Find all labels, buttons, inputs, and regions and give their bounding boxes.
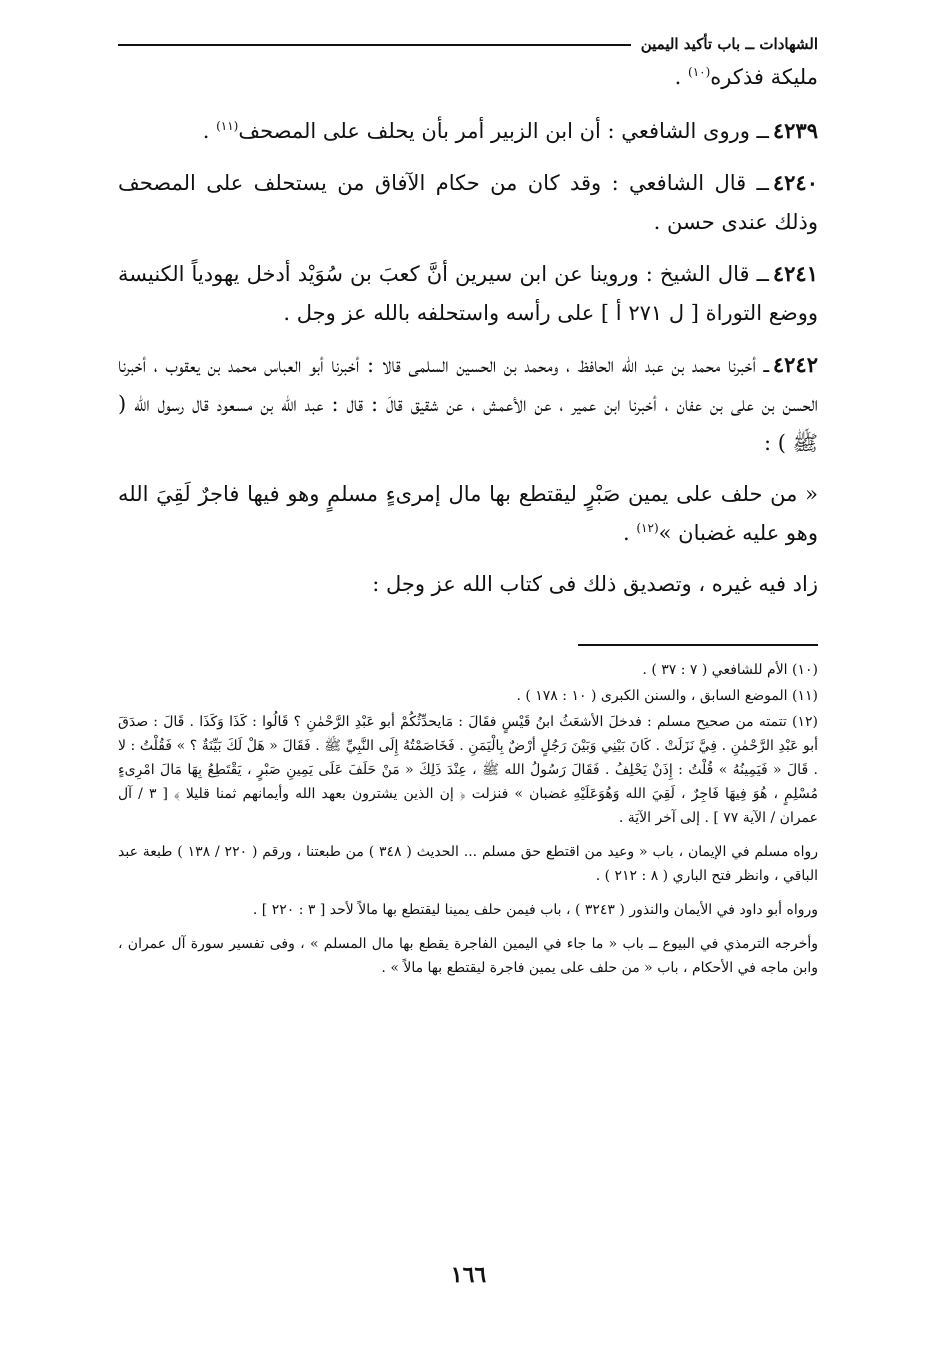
paragraph-text: ــ قال الشافعي : وقد كان من حكام الآفاق من يستحلف على المصحف وذلك عندى حسن . [118,171,818,234]
footnote-12: (١٢) تتمته من صحيح مسلم : فدخلَ الأشعَثُ ابنُ قَيْسٍ فقَالَ : مَايحدِّثُكُمْ أبو عَبْدِ الرَّحْمٰنِ ؟ قَالُوا : كَذَا وَكَذَا . قَالَ : صدَقَ أبو عَبْدِ الرَّحْمٰنِ . فِيَّ نَزَلَتْ . كَانَ بَيْنِي وَبَيْنَ رَجُلٍ أرْضٌ بِالْيَمَنِ . فَخَاصَمْتُهُ إِلَى النَّبِيِّ ﷺ . فَقَالَ « هَلْ لَكَ بَيِّنَةٌ ؟ » فَقُلْتُ : لا . قَالَ « فَيَمِينُهُ » قُلْتُ : إِذَنْ يَحْلِفُ . فَقَالَ رَسُولُ الله ﷺ ، عِنْدَ ذَلِكَ « مَنْ حَلَفَ عَلَى يَمِينِ صَبْرٍ ، يَقْتَطِعُ بِهَا مَالَ امْرِىءٍ مُسْلِمٍ ، هُوَ فِيهَا فَاجِرٌ ، لَقِيَ الله وَهُوَعَلَيْهِ غضبان » فنزلت ﴿ إن الذين يشترون بعهد الله وأيمانهم ثمنا قليلا ﴾ [ ٣ / آل عمران / الآية ٧٧ ] . إلى آخر الآيَة . [118,714,818,826]
page-body [118,30,818,990]
hadith-number: ٤٢٤٢ [772,352,818,377]
footnote-ref-12: (١٢) [636,521,659,535]
paragraph-text: ــ أخبرنا محمد بن عبد الله الحافظ ، ومحمد بن الحسين السلمى قالا : أخبرنا أبو العباس محمد بن يعقوب ، أخبرنا الحسن بن على بن عفان ، أخبرنا ابن عمير ، عن الأعمش ، عن شقيق قالَ : قال : عبد الله بن مسعود قال رسول الله ( ﷺ ) : [118,353,818,455]
paragraph-4240 [118,163,818,242]
footnote-muslim: رواه مسلم في الإيمان ، باب « وعيد من اقتطع حق مسلم ... الحديث ( ٣٤٨ ) من طبعتنا ، ورقم ( ٢٢٠ / ١٣٨ ) طبعة عبد الباقي ، وانظر فتح الباري ( ٨ : ٢١٢ ) . [118,844,818,884]
running-header [118,30,818,58]
footnote-11: (١١) الموضع السابق ، والسنن الكبرى ( ١٠ : ١٧٨ ) . [516,688,818,704]
footnotes [118,658,818,980]
paragraph-text: ــ قال الشيخ : وروينا عن ابن سيرين أنَّ كعبَ بن سُوَيْد أدخل يهودياً الكنيسة ووضع التوراة [ ل ٢٧١ أ ] على رأسه واستحلفه بالله عز وجل . [118,262,818,325]
running-title: الشهادات ــ باب تأكيد اليمين [640,35,818,53]
paragraph-4241 [118,254,818,333]
footnote-separator [578,644,818,646]
page-number: ١٦٦ [450,1262,487,1288]
paragraph-4239: ٤٢٣٩ــ وروى الشافعي : أن ابن الزبير أمر بأن يحلف على المصحف$^{(١١)}$ . [202,118,818,143]
continuation-line: مليكة فذكره$^{(١٠)}$ . [674,65,818,89]
main-text [118,58,818,604]
footnote-ref-10: (١٠) [688,65,711,79]
footnote-ref-11: (١١) [216,119,239,133]
addition-line: زاد فيه غيره ، وتصديق ذلك فى كتاب الله عز وجل : [372,572,818,596]
footnote-abudawud: ورواه أبو داود في الأيمان والنذور ( ٣٢٤٣ ) ، باب فيمن حلف يمينا ليقتطع بها مالاً لأحد [ ٣ : ٢٢٠ ] . [252,902,818,918]
footnote-tirmidhi: وأخرجه الترمذي في البيوع ــ باب « ما جاء في اليمين الفاجرة يقطع بها مال المسلم » ، وفى تفسير سورة آل عمران ، وابن ماجه في الأحكام ، باب « من حلف على يمين فاجرة ليقتطع بها مالاً » . [118,936,819,976]
hadith-number: ٤٢٣٩ [772,118,818,143]
footnote-10: (١٠) الأم للشافعي ( ٧ : ٣٧ ) . [642,662,818,678]
header-rule [118,44,631,46]
paragraph-text: ــ وروى الشافعي : أن ابن الزبير أمر بأن يحلف على المصحف [238,119,769,143]
hadith-number: ٤٢٤١ [772,261,818,286]
hadith-quote: « من حلف على يمين صَبْرٍ ليقتطع بها مال إمرىءٍ مسلمٍ وهو فيها فاجرٌ لَقِيَ الله وهو عليه غضبان »$^{(١٢)}$ . [118,482,818,545]
hadith-number: ٤٢٤٠ [772,170,818,195]
paragraph-4242 [118,345,818,463]
